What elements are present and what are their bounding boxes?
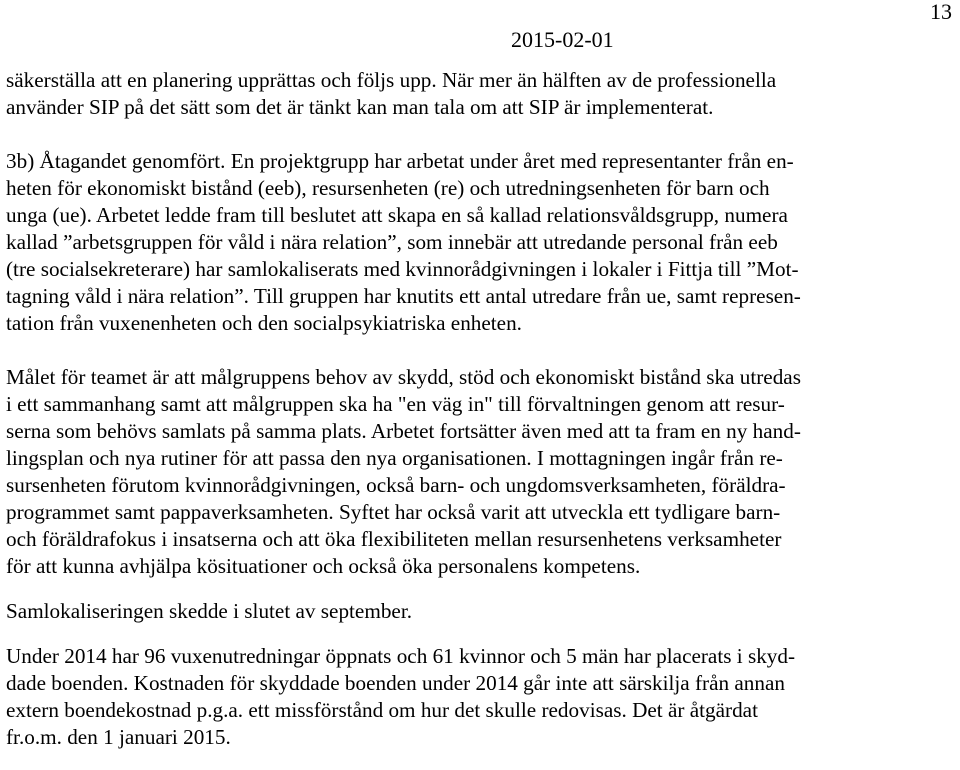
text-line: kallad ”arbetsgruppen för våld i nära relation”, som innebär att utredande personal från eeb — [6, 230, 778, 254]
paragraph-team-goal — [6, 364, 956, 580]
text-line: säkerställa att en planering upprättas och följs upp. När mer än hälften av de professionella — [6, 68, 777, 92]
text-line: serna som behövs samlats på samma plats. Arbetet fortsätter även med att ta fram en ny hand- — [6, 419, 801, 443]
text-line: Samlokaliseringen skedde i slutet av september. — [6, 599, 412, 623]
document-body — [6, 67, 956, 751]
text-line: unga (ue). Arbetet ledde fram till beslutet att skapa en så kallad relationsvåldsgrupp, numera — [6, 203, 788, 227]
paragraph-sip-implementation — [6, 67, 956, 121]
paragraph-co-location — [6, 598, 956, 625]
paragraph-project-group — [6, 148, 956, 337]
text-line: i ett sammanhang samt att målgruppen ska ha "en väg in" till förvaltningen genom att resur- — [6, 392, 785, 416]
text-line: tation från vuxenenheten och den socialpsykiatriska enheten. — [6, 311, 522, 335]
text-line: Målet för teamet är att målgruppens behov av skydd, stöd och ekonomiskt bistånd ska utredas — [6, 365, 801, 389]
text-line: dade boenden. Kostnaden för skyddade boenden under 2014 går inte att särskilja från annan — [6, 671, 785, 695]
text-line: (tre socialsekreterare) har samlokaliserats med kvinnorådgivningen i lokaler i Fittja till ”Mot- — [6, 257, 799, 281]
text-line: och föräldrafokus i insatserna och att öka flexibiliteten mellan resursenhetens verksamheter — [6, 527, 782, 551]
text-line: tagning våld i nära relation”. Till gruppen har knutits ett antal utredare från ue, samt represen- — [6, 284, 801, 308]
text-line: programmet samt pappaverksamheten. Syftet har också varit att utveckla ett tydligare barn- — [6, 500, 781, 524]
page-number: 13 — [930, 0, 952, 24]
paragraph-statistics-2014 — [6, 643, 956, 751]
text-line: fr.o.m. den 1 januari 2015. — [6, 725, 231, 749]
text-line: sursenheten förutom kvinnorådgivningen, också barn- och ungdomsverksamheten, föräldra- — [6, 473, 786, 497]
text-line: 3b) Åtagandet genomfört. En projektgrupp har arbetat under året med representanter från en- — [6, 149, 794, 173]
text-line: för att kunna avhjälpa kösituationer och också öka personalens kompetens. — [6, 554, 641, 578]
text-line: heten för ekonomiskt bistånd (eeb), resursenheten (re) och utredningsenheten för barn och — [6, 176, 770, 200]
text-line: använder SIP på det sätt som det är tänkt kan man tala om att SIP är implementerat. — [6, 95, 714, 119]
text-line: lingsplan och nya rutiner för att passa den nya organisationen. I mottagningen ingår från re- — [6, 446, 783, 470]
header-date: 2015-02-01 — [511, 27, 614, 52]
text-line: Under 2014 har 96 vuxenutredningar öppnats och 61 kvinnor och 5 män har placerats i skyd- — [6, 644, 796, 668]
text-line: extern boendekostnad p.g.a. ett missförstånd om hur det skulle redovisas. Det är åtgärdat — [6, 698, 758, 722]
